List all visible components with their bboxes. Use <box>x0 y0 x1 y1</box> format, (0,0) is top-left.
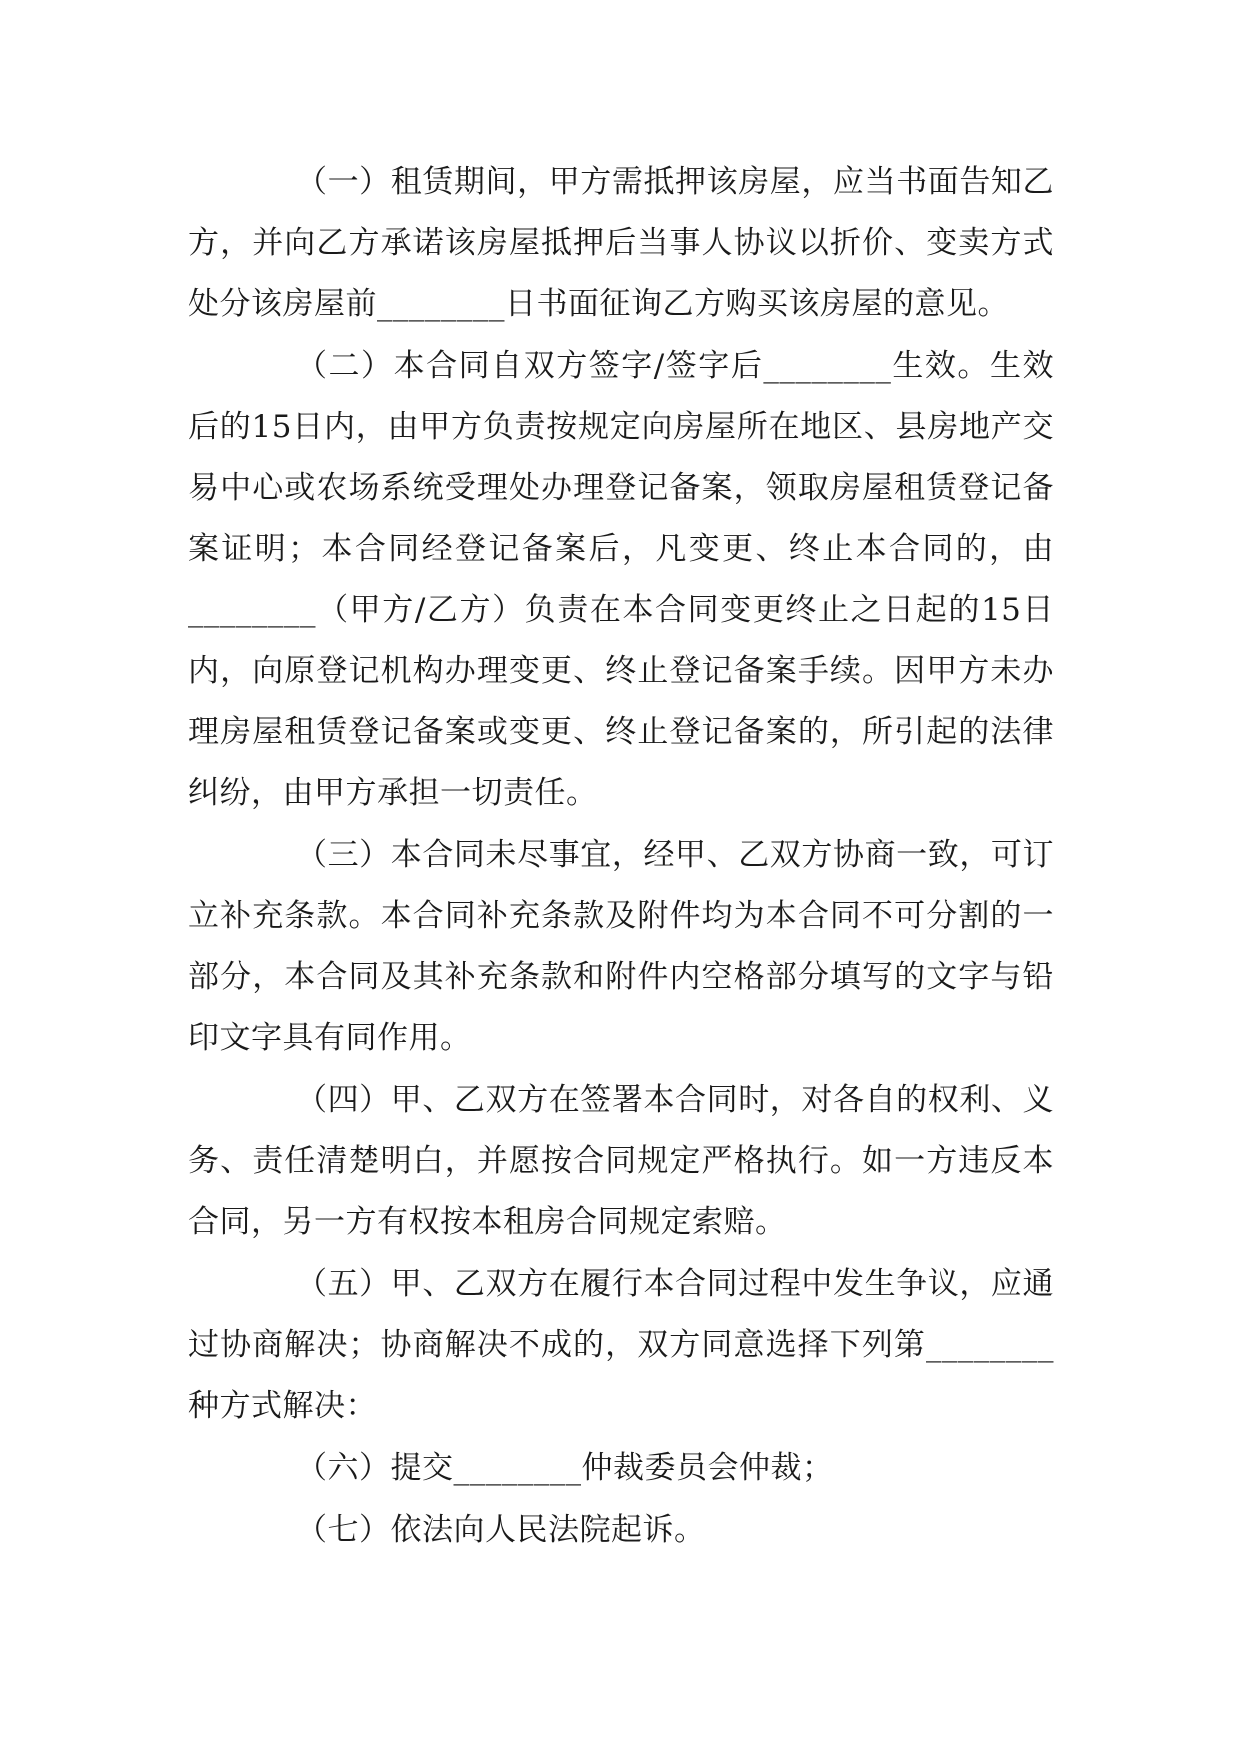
contract-body <box>188 152 1054 1561</box>
clause-1-paragraph: （一）租赁期间，甲方需抵押该房屋，应当书面告知乙方，并向乙方承诺该房屋抵押后当事人协议以折价、变卖方式处分该房屋前________日书面征询乙方购买该房屋的意见。 <box>188 164 1054 322</box>
clause-6-paragraph: （六）提交________仲裁委员会仲裁； <box>296 1450 834 1486</box>
clause-4-paragraph: （四）甲、乙双方在签署本合同时，对各自的权利、义务、责任清楚明白，并愿按合同规定严格执行。如一方违反本合同，另一方有权按本租房合同规定索赔。 <box>188 1082 1054 1240</box>
clause-5-paragraph: （五）甲、乙双方在履行本合同过程中发生争议，应通过协商解决；协商解决不成的，双方同意选择下列第________种方式解决： <box>188 1266 1054 1424</box>
clause-2-paragraph: （二）本合同自双方签字/签字后________生效。生效后的15日内，由甲方负责按规定向房屋所在地区、县房地产交易中心或农场系统受理处办理登记备案，领取房屋租赁登记备案证明；本合同经登记备案后，凡变更、终止本合同的，由________（甲方/乙方）负责在本合同变更终止之日起的15日内，向原登记机构办理变更、终止登记备案手续。因甲方未办理房屋租赁登记备案或变更、终止登记备案的，所引起的法律纠纷，由甲方承担一切责任。 <box>188 348 1054 811</box>
clause-3-paragraph: （三）本合同未尽事宜，经甲、乙双方协商一致，可订立补充条款。本合同补充条款及附件均为本合同不可分割的一部分，本合同及其补充条款和附件内空格部分填写的文字与铅印文字具有同作用。 <box>188 837 1054 1056</box>
clause-7-paragraph: （七）依法向人民法院起诉。 <box>296 1512 706 1548</box>
